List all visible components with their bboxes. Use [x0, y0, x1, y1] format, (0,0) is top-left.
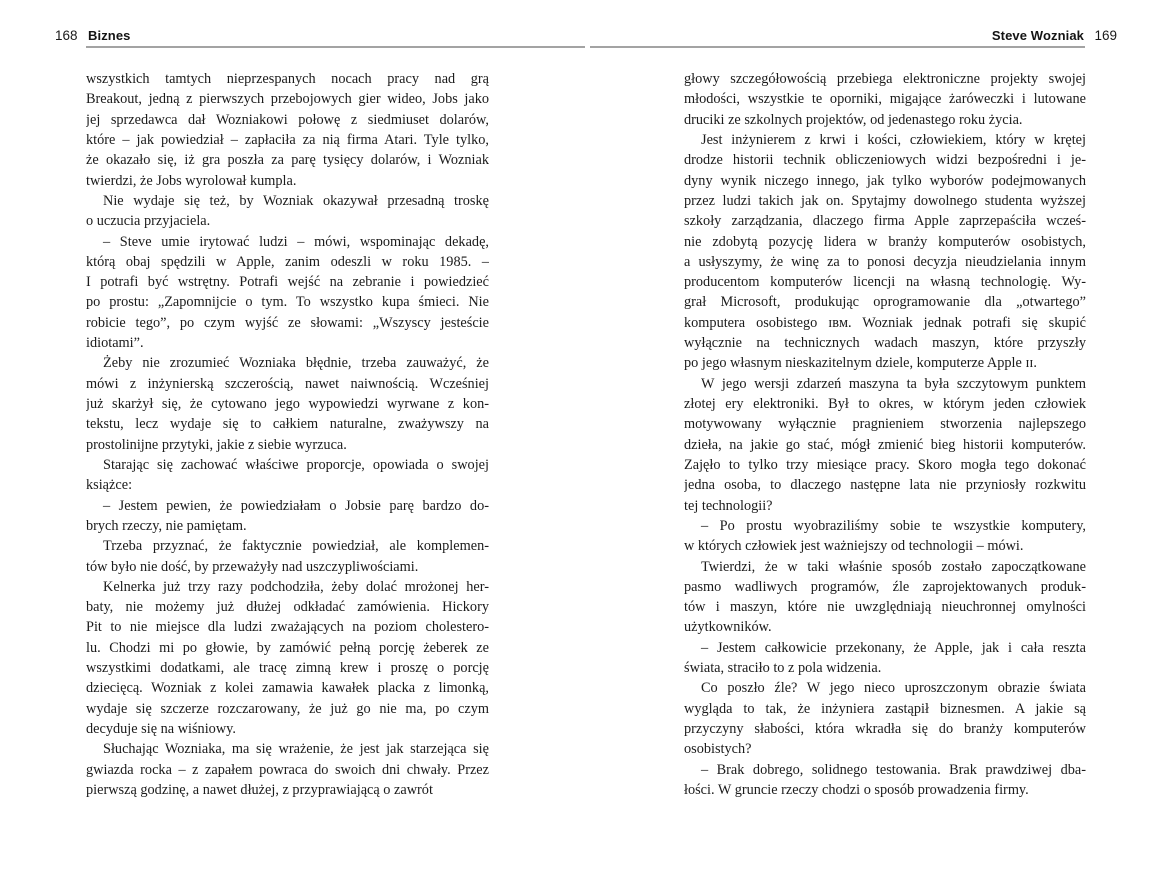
text-line: które – jak powiedział – zapłaciła za nią firma Atari. Tyle tylko, — [86, 131, 489, 148]
text-line: szkoły zarządzania, dlaczego firma Apple zaprzepaściła wcześ- — [684, 213, 1086, 230]
text-line: – Brak dobrego, solidnego testowania. Brak prawdziwej dba- — [701, 761, 1086, 778]
text-line: młodości, wszystkie te oporniki, migające żaróweczki i lutowane — [684, 91, 1086, 108]
text-line: wszystkimi dodatkami, ale tracę zimną krew i proszę o porcję — [86, 660, 489, 677]
page-left-text-column — [86, 69, 489, 800]
text-line: W jego wersji zdarzeń maszyna ta była szczytowym punktem — [701, 375, 1086, 392]
text-line: producentom komputerów licencji na własną technologię. Wy- — [684, 274, 1086, 291]
text-line: robicie tego”, po czym wyjść ze słowami: „Wszyscy jesteście — [86, 314, 489, 331]
text-line: o uczucia przyjaciela. — [86, 213, 211, 230]
text-line: łości. W gruncie rzeczy chodzi o sposób prowadzenia firmy. — [684, 781, 1029, 798]
text-line: Breakout, jedną z pierwszych przebojowych gier wideo, Jobs jako — [86, 91, 489, 108]
text-line: Trzeba przyznać, że faktycznie powiedział, ale komplemen- — [103, 538, 489, 555]
page-right-text-column — [684, 69, 1086, 800]
text-line: Co poszło źle? W jego nieco uproszczonym obrazie świata — [701, 680, 1086, 697]
text-line: – Po prostu wyobraziliśmy sobie te wszystkie komputery, — [701, 517, 1086, 534]
text-line: użytkowników. — [684, 619, 772, 636]
text-line: lu. Chodzi mi po głowie, by zamówić pełną porcję żeberek ze — [86, 639, 489, 656]
page-number-left: 168 — [55, 28, 78, 43]
text-line: przez ludzi takich jak on. Spytajmy dowolnego studenta wyższej — [684, 192, 1086, 209]
text-line: komputera osobistego ɪʙᴍ. Wozniak jednak potrafi się skupić — [684, 314, 1086, 331]
text-line: dyny wynik niczego innego, jak tylko wyborów podejmowanych — [684, 172, 1086, 189]
text-line: Żeby nie zrozumieć Wozniaka błędnie, trzeba zauważyć, że — [103, 355, 489, 372]
text-line: dziecięcą. Wozniak z kolei zamawia kawałek placka z limonką, — [86, 680, 489, 697]
page-number-right: 169 — [1094, 28, 1117, 43]
text-line: wszystkich tamtych nieprzespanych nocach pracy nad grą — [86, 71, 489, 87]
text-line: po prostu: „Zapomnijcie o tym. To wszystko kupa śmieci. Nie — [86, 294, 489, 311]
text-line: baty, nie możemy już dłużej odkładać zamówienia. Hickory — [86, 599, 489, 616]
text-line: książce: — [86, 477, 133, 494]
text-line: po jego własnym nieskazitelnym dziele, komputerze Apple ɪɪ. — [684, 355, 1037, 372]
text-line: wygląda to tak, że inżyniera zastąpił biznesmen. A jakie są — [684, 700, 1086, 717]
header-rule-right — [590, 46, 1085, 48]
text-line: wydaje się szczerze rozczarowany, że już go nie ma, po czym — [86, 700, 489, 717]
text-line: drodze historii technik obliczeniowych widzi bezpośredni i je- — [684, 152, 1086, 169]
text-line: głowy szczegółowością przebiega elektroniczne projekty swojej — [684, 71, 1086, 87]
text-line: Twierdzi, że w taki właśnie sposób zostało zapoczątkowane — [701, 558, 1086, 575]
text-line: pierwszą godzinę, a nawet dłużej, z przyprawiającą o zawrót — [86, 781, 433, 798]
text-line: dzieła, na jakie go stać, mógł zmienić bieg historii komputerów. — [684, 436, 1086, 453]
running-head-right-title: Steve Wozniak — [991, 28, 1084, 43]
text-line: brych rzeczy, nie pamiętam. — [86, 517, 247, 534]
text-line: – Jestem całkowicie przekonany, że Apple, jak i cała reszta — [701, 639, 1086, 656]
text-line: w których człowiek jest ważniejszy od technologii – mówi. — [684, 538, 1024, 555]
text-line: że okazało się, iż gra poszła za parę tysięcy dolarów, i Wozniak — [86, 152, 489, 169]
text-line: mówi z inżynierską szczerością, nawet naiwnością. Wcześniej — [86, 375, 489, 392]
running-head-left-title: Biznes — [88, 28, 131, 43]
text-line: motywowany wyłącznie pragnieniem stworzenia najlepszego — [684, 416, 1086, 433]
text-line: Nie wydaje się też, by Wozniak okazywał przesadną troskę — [103, 192, 489, 209]
text-line: którą obaj spędzili w Apple, zanim odeszli w roku 1985. – — [86, 253, 489, 270]
text-line: a usłyszymy, że winę za to ponosi decyzja nieudzielania innym — [684, 253, 1086, 270]
text-line: Jest inżynierem z krwi i kości, człowiekiem, który w krętej — [701, 131, 1086, 148]
text-line: Kelnerka już trzy razy podchodziła, żeby dolać mrożonej her- — [103, 578, 489, 595]
text-line: druciki ze szkolnych projektów, od jedenastego roku życia. — [684, 111, 1023, 128]
text-line: tów było nie dość, by przeważyły nad uszczypliwościami. — [86, 558, 419, 575]
text-line: Słuchając Wozniaka, ma się wrażenie, że jest jak starzejąca się — [103, 741, 489, 758]
text-line: Zajęło to tylko trzy miesiące pracy. Skoro mogła tego dokonać — [684, 456, 1086, 473]
text-line: przyczyny słabości, która wkradła się do branży komputerów — [684, 721, 1086, 737]
text-line: pasmo wadliwych programów, źle zaprojektowanych produk- — [684, 578, 1086, 595]
text-line: prostolinijne przytyki, jakie z siebie wyrzuca. — [86, 436, 347, 453]
text-line: decyduje się na wiśniowy. — [86, 721, 236, 737]
text-line: świata, straciło to z pola widzenia. — [684, 660, 882, 677]
text-line: – Steve umie irytować ludzi – mówi, wspominając dekadę, — [103, 233, 489, 250]
text-line: osobistych? — [684, 741, 752, 758]
text-line: jedna osoba, to dlaczego następne lata nie przyniosły rozkwitu — [684, 477, 1086, 494]
text-line: jej sprzedawca dał Wozniakowi połowę z siedmiuset dolarów, — [86, 111, 489, 128]
text-line: już skarżył się, że cytowano jego wypowiedzi wyrwane z kon- — [86, 396, 489, 412]
text-line: – Jestem pewien, że powiedziałam o Jobsie parę bardzo do- — [103, 497, 489, 514]
text-line: tej technologii? — [684, 497, 773, 514]
text-line: wyłącznie na technicznych wadach maszyn, które przyszły — [684, 335, 1086, 352]
text-line: Starając się zachować właściwe proporcje, opowiada o swojej — [103, 456, 489, 473]
text-line: I potrafi być wstrętny. Potrafi wejść na zebranie i powiedzieć — [86, 274, 489, 291]
text-line: Pit to nie miejsce dla ludzi zważających na poziom cholestero- — [86, 619, 489, 636]
text-line: grał Microsoft, produkując oprogramowanie dla „otwartego” — [684, 294, 1086, 311]
text-line: tów i maszyn, które nie uwzględniają nieuchronnej omylności — [684, 599, 1086, 616]
text-line: nie zdobytą pozycję lidera w branży komputerów osobistych, — [684, 233, 1086, 250]
text-line: twierdzi, że Jobs wyrolował kumpla. — [86, 172, 297, 189]
text-line: gwiazda rocka – z zapałem powraca do swoich dni chwały. Przez — [86, 761, 489, 778]
text-line: złotej ery elektroniki. Był to okres, w którym jeden człowiek — [684, 396, 1086, 412]
text-line: idiotami”. — [86, 335, 144, 352]
text-line: tekstu, lecz wydaje się to całkiem naturalne, zważywszy na — [86, 416, 489, 433]
header-rule-left — [86, 46, 585, 48]
